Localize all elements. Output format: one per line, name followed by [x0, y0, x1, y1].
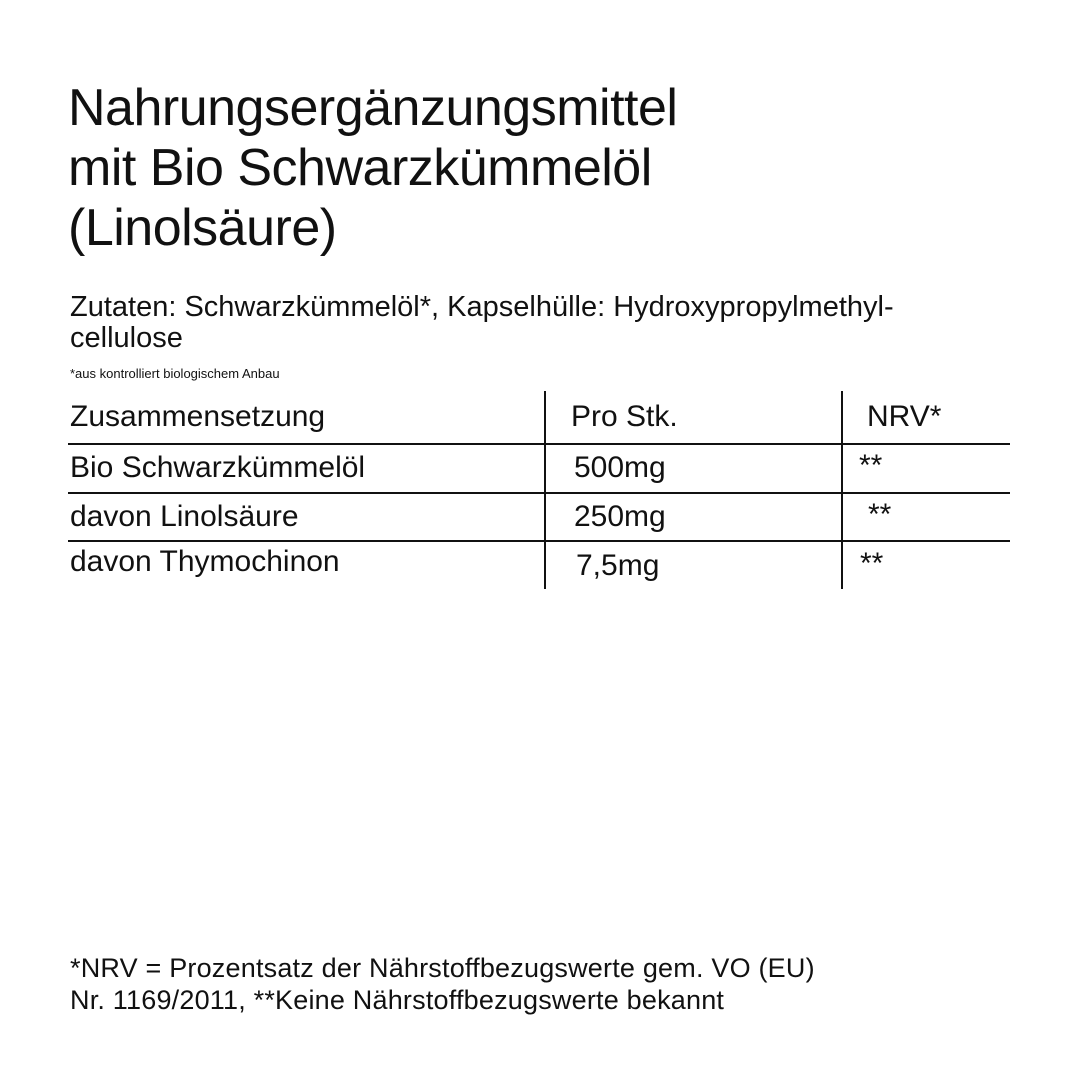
- table-row-divider: [68, 492, 1010, 494]
- ingredients-text: [70, 292, 1070, 354]
- organic-footnote: *aus kontrolliert biologischem Anbau: [70, 366, 280, 381]
- product-title: [68, 78, 677, 258]
- table-row-divider: [68, 540, 1010, 542]
- ingredients-line-2: cellulose: [70, 322, 183, 354]
- nutrition-table: [68, 391, 1010, 589]
- table-header-nrv: NRV*: [867, 400, 942, 433]
- table-row-divider: [68, 443, 1010, 445]
- title-line-1: Nahrungsergänzungsmittel: [68, 79, 678, 137]
- table-column-divider: [841, 391, 843, 589]
- table-cell-nrv: **: [859, 449, 883, 482]
- table-cell-amount: 7,5mg: [576, 549, 660, 582]
- table-cell-ingredient: Bio Schwarzkümmelöl: [70, 451, 366, 484]
- table-cell-amount: 250mg: [574, 500, 666, 533]
- title-line-2: mit Bio Schwarzkümmelöl: [68, 139, 652, 197]
- footnote-line-1: *NRV = Prozentsatz der Nährstoffbezugswerte gem. VO (EU): [70, 953, 815, 983]
- table-header-per-piece: Pro Stk.: [571, 400, 678, 433]
- footnote-line-2: Nr. 1169/2011, **Keine Nährstoffbezugswerte bekannt: [70, 985, 725, 1015]
- table-column-divider: [544, 391, 546, 589]
- table-cell-amount: 500mg: [574, 451, 666, 484]
- nrv-footnote: [70, 952, 1030, 1016]
- table-cell-nrv: **: [868, 498, 892, 531]
- table-cell-nrv: **: [860, 547, 884, 580]
- table-header-composition: Zusammensetzung: [70, 400, 326, 433]
- ingredients-line-1: Zutaten: Schwarzkümmelöl*, Kapselhülle: Hydroxypropylmethyl-: [70, 291, 894, 323]
- table-cell-ingredient: davon Linolsäure: [70, 500, 299, 533]
- table-cell-ingredient: davon Thymochinon: [70, 545, 340, 578]
- title-line-3: (Linolsäure): [68, 199, 337, 257]
